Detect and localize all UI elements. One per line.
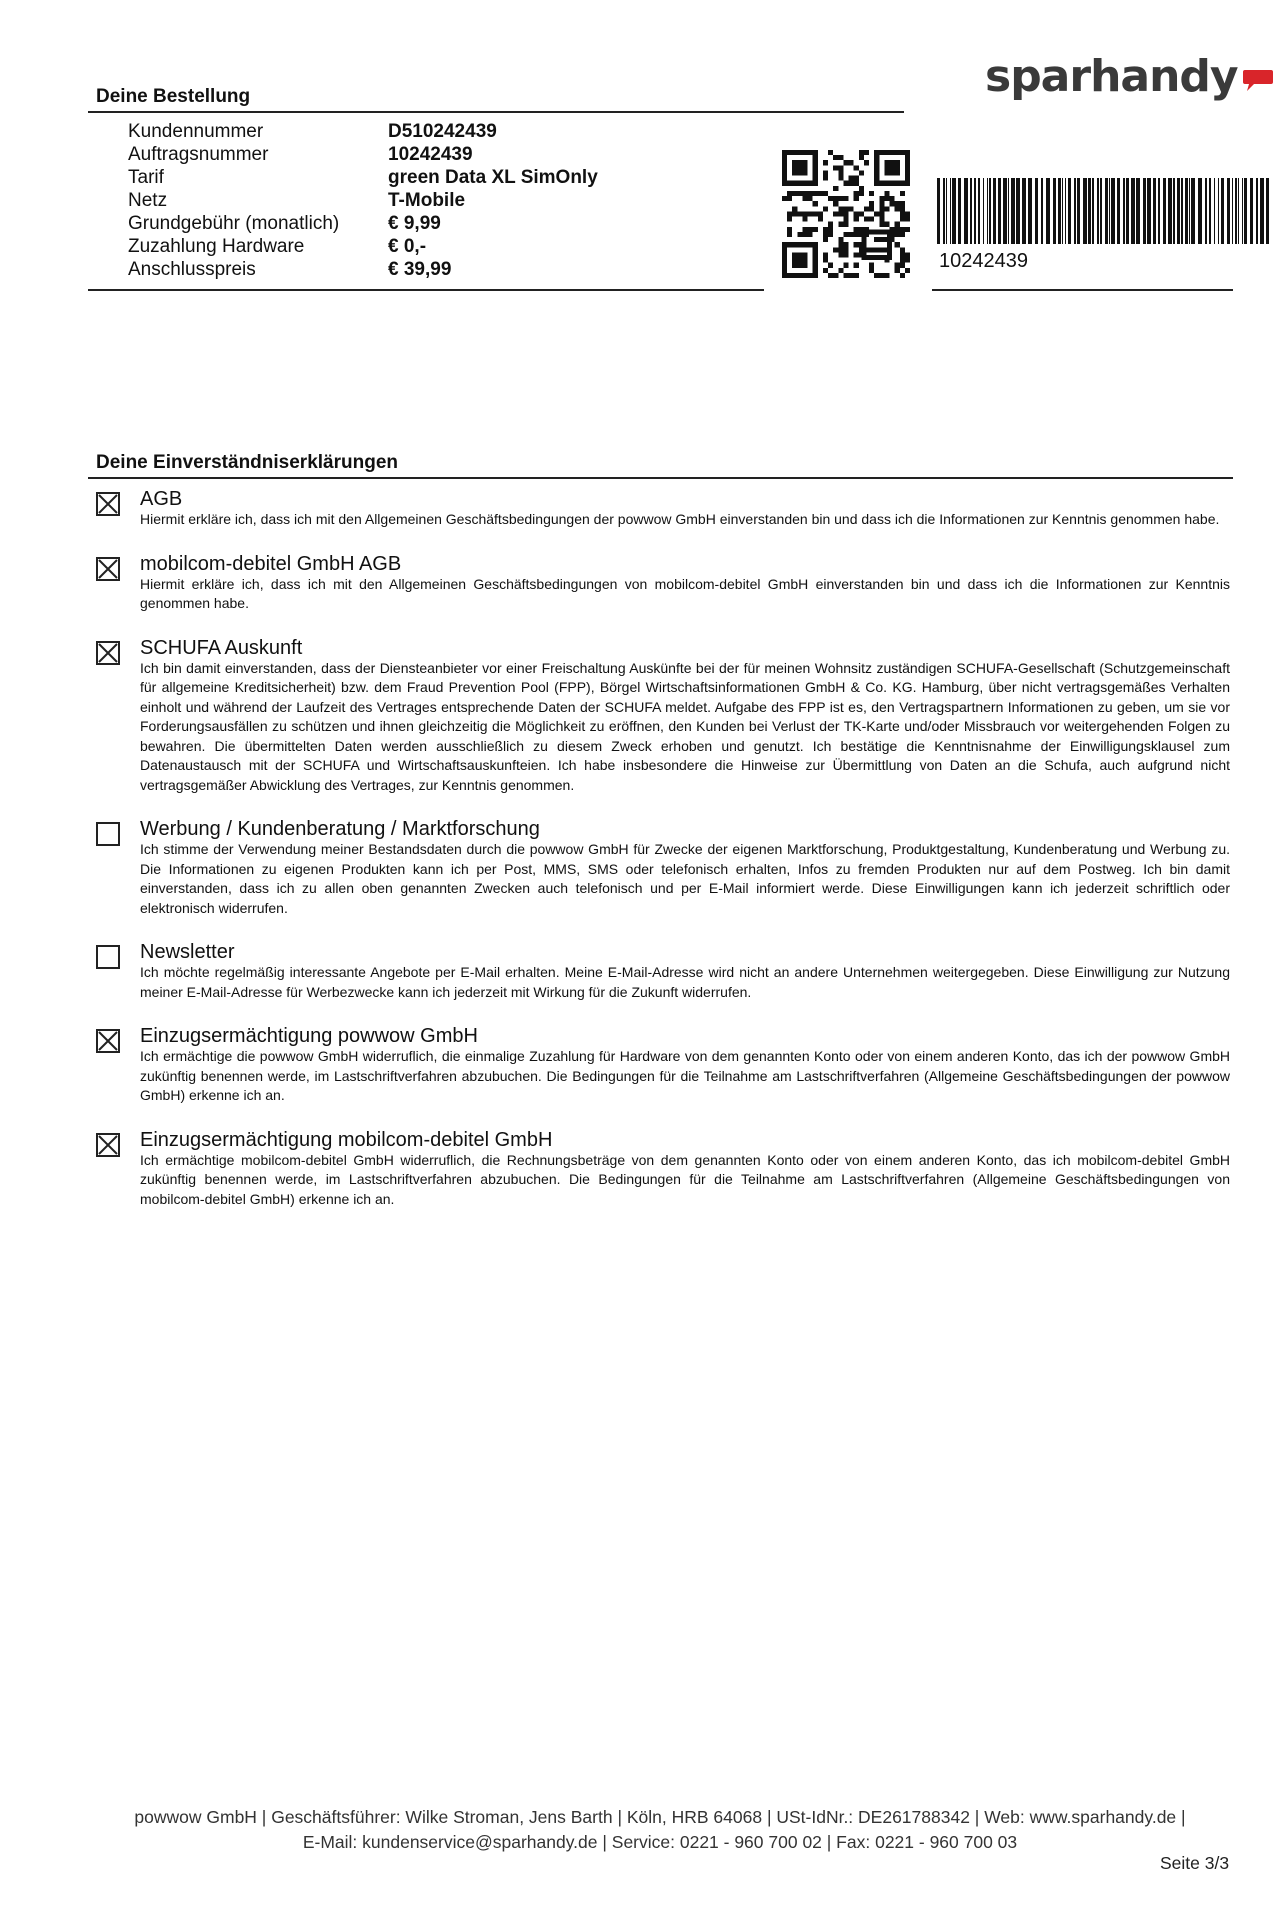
order-value: D510242439	[388, 121, 497, 142]
consent-title: SCHUFA Auskunft	[140, 636, 303, 659]
barcode-icon	[937, 178, 1272, 244]
consent-item-werbung	[96, 818, 1230, 918]
footer	[90, 1805, 1230, 1855]
consent-title: Werbung / Kundenberatung / Marktforschung	[140, 818, 540, 840]
speech-bubble-icon	[1242, 68, 1274, 94]
order-label: Kundennummer	[128, 121, 264, 142]
consent-item-schufa	[96, 637, 1230, 796]
order-row	[128, 120, 598, 143]
order-value: € 9,99	[388, 213, 441, 234]
order-row	[128, 258, 598, 281]
logo-text: sparhandy	[985, 50, 1238, 102]
checkbox-cross-icon	[98, 559, 118, 579]
consent-checkbox[interactable]	[96, 641, 120, 665]
order-details	[128, 120, 598, 281]
checkbox-cross-icon	[98, 1031, 118, 1051]
checkbox-cross-icon	[98, 643, 118, 663]
page-number: Seite 3/3	[1160, 1853, 1230, 1873]
order-row	[128, 235, 598, 258]
consent-body: Hiermit erkläre ich, dass ich mit den Allgemeinen Geschäftsbedingungen von mobilcom-debitel GmbH einverstanden bin und dass ich die Informationen zur Kenntnis genommen habe.	[140, 575, 1230, 611]
order-label: Anschlusspreis	[128, 259, 256, 280]
order-label: Auftragsnummer	[128, 144, 269, 165]
consent-checkbox[interactable]	[96, 1029, 120, 1053]
consent-list	[96, 488, 1230, 1232]
footer-company-line: powwow GmbH | Geschäftsführer: Wilke Stroman, Jens Barth | Köln, HRB 64068 | USt-IdNr.: DE261788342 | Web: www.sparhandy.de |	[134, 1807, 1186, 1827]
consents-title-divider	[88, 477, 1233, 479]
consent-body: Ich stimme der Verwendung meiner Bestandsdaten durch die powwow GmbH für Zwecke der eigenen Marktforschung, Produktgestaltung, Kundenberatung und Werbung zu. Die Informationen zu eigenen Produkten kann ich per Post, MMS, SMS oder telefonisch erhalten, Infos zu fremden Produkten nur auf dem Postweg. Ich bin damit einverstanden, dass ich zu allen oben genannten Zwecken auch telefonisch und per E-Mail informiert werde. Diese Einwilligungen kann ich jederzeit schriftlich oder elektronisch widerrufen.	[140, 841, 1230, 916]
order-label: Grundgebühr (monatlich)	[128, 213, 340, 234]
consent-checkbox[interactable]	[96, 1133, 120, 1157]
order-value: € 39,99	[388, 259, 452, 280]
order-value: T-Mobile	[388, 190, 466, 211]
barcode-number: 10242439	[939, 250, 1028, 272]
order-label: Netz	[128, 190, 168, 211]
consent-item-einzug-powwow	[96, 1025, 1230, 1106]
consent-item-mobilcom-agb	[96, 553, 1230, 614]
order-row	[128, 166, 598, 189]
consent-body: Hiermit erkläre ich, dass ich mit den Allgemeinen Geschäftsbedingungen der powwow GmbH einverstanden bin und dass ich die Informationen zur Kenntnis genommen habe.	[140, 511, 1220, 527]
consent-body: Ich möchte regelmäßig interessante Angebote per E-Mail erhalten. Meine E-Mail-Adresse wird nicht an andere Unternehmen weitergegeben. Diese Einwilligung zur Nutzung meiner E-Mail-Adresse für Werbezwecke kann ich jederzeit mit Wirkung für die Zukunft widerrufen.	[140, 964, 1230, 1000]
checkbox-cross-icon	[98, 1135, 118, 1155]
qr-code-icon	[782, 150, 910, 278]
consents-section-title: Deine Einverständniserklärungen	[96, 452, 398, 473]
consent-body: Ich bin damit einverstanden, dass der Diensteanbieter vor einer Freischaltung Auskünfte bei der für meinen Wohnsitz zuständigen SCHUFA-Gesellschaft (Schutzgemeinschaft für allgemeine Kreditsicherheit) bzw. dem Fraud Prevention Pool (FPP), Börgel Wirtschaftsinformationen GmbH & Co. KG. Hamburg, über nicht vertragsgemäßes Verhalten einholt und während der Laufzeit des Vertrages entsprechende Daten der SCHUFA meldet. Aufgabe des FPP ist es, den Vertragspartnern Informationen zu geben, um sie vor Forderungsausfällen zu schützen und ihnen gleichzeitig die Möglichkeit zu eröffnen, den Kunden bei Verlust der TK-Karte und/oder Missbrauch vor weitergehenden Folgen zu bewahren. Die übermittelten Daten werden ausschließlich zu diesem Zweck erhoben und genutzt. Ich bestätige die Kenntnisnahme der Einwilligungsklausel zum Datenaustausch mit der SCHUFA und Wirtschaftsauskunfteien. Ich habe insbesondere die Hinweise zur Übermittlung von Daten an die Schufa, auch aufgrund nicht vertragsgemäßer Abwicklung des Vertrages, zur Kenntnis genommen.	[140, 659, 1230, 793]
footer-contact-line: E-Mail: kundenservice@sparhandy.de | Service: 0221 - 960 700 02 | Fax: 0221 - 960 700 03	[302, 1832, 1018, 1852]
barcode-divider	[932, 289, 1233, 291]
consent-checkbox[interactable]	[96, 945, 120, 969]
order-title-divider	[88, 111, 904, 113]
order-value: € 0,-	[388, 236, 427, 257]
order-value: 10242439	[388, 144, 473, 165]
consent-title: Newsletter	[140, 941, 235, 963]
order-row	[128, 189, 598, 212]
consent-checkbox[interactable]	[96, 822, 120, 846]
consent-item-agb	[96, 488, 1230, 530]
order-label: Tarif	[128, 167, 164, 188]
order-details-divider	[88, 289, 764, 291]
consent-item-newsletter	[96, 941, 1230, 1002]
consent-title: Einzugsermächtigung mobilcom-debitel GmbH	[140, 1128, 553, 1151]
consent-checkbox[interactable]	[96, 492, 120, 516]
order-value: green Data XL SimOnly	[388, 167, 598, 188]
consent-item-einzug-mobilcom	[96, 1129, 1230, 1210]
consent-title: AGB	[140, 488, 183, 510]
checkbox-cross-icon	[98, 494, 118, 514]
consent-title: mobilcom-debitel GmbH AGB	[140, 552, 402, 575]
order-section-title: Deine Bestellung	[96, 86, 251, 107]
consent-title: Einzugsermächtigung powwow GmbH	[140, 1025, 478, 1047]
order-row	[128, 212, 598, 235]
consent-body: Ich ermächtige mobilcom-debitel GmbH widerruflich, die Rechnungsbeträge von dem genannten Konto oder von einem anderen Konto, das ich mobilcom-debitel GmbH zukünftig benennen werde, im Lastschriftverfahren abzubuchen. Die Bedingungen für die Teilnahme am Lastschriftverfahren (Allgemeine Geschäftsbedingungen von mobilcom-debitel GmbH) erkenne ich an.	[140, 1151, 1230, 1207]
order-row	[128, 143, 598, 166]
consent-checkbox[interactable]	[96, 557, 120, 581]
sparhandy-logo	[985, 46, 1274, 106]
order-label: Zuzahlung Hardware	[128, 236, 305, 257]
consent-body: Ich ermächtige die powwow GmbH widerruflich, die einmalige Zuzahlung für Hardware von dem genannten Konto oder von einem anderen Konto, das ich der powwow GmbH zukünftig benennen werde, im Lastschriftverfahren abzubuchen. Die Bedingungen für die Teilnahme am Lastschriftverfahren (Allgemeine Geschäftsbedingungen der powwow GmbH) erkenne ich an.	[140, 1048, 1230, 1103]
